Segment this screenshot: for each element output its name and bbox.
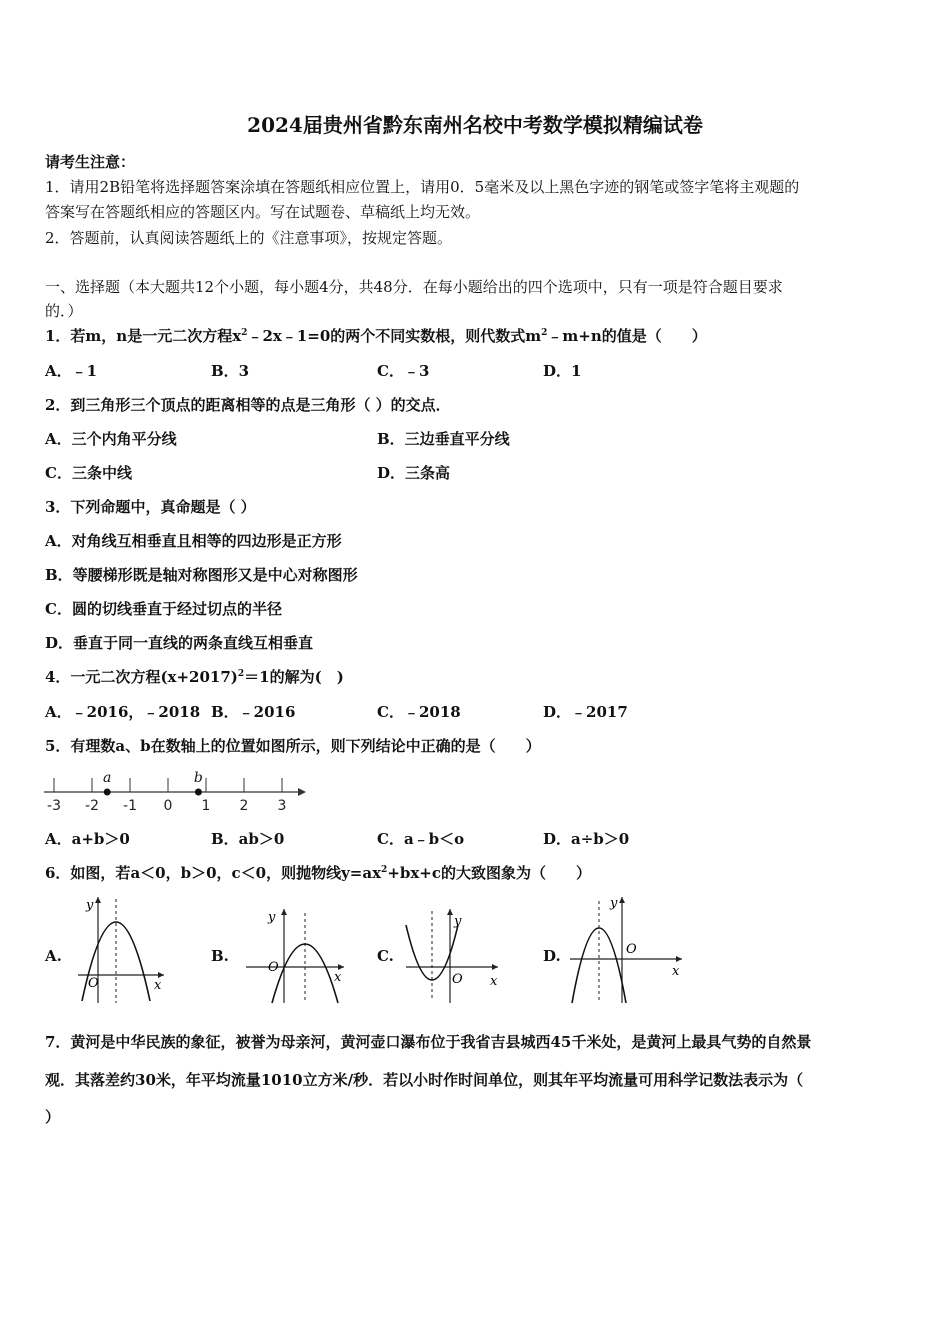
q1-option-d: D．1 (543, 362, 582, 380)
q4-option-c: C．﹣2018 (377, 703, 461, 721)
q4-option-a: A．﹣2016，﹣2018 (45, 703, 201, 721)
notice-heading: 请考生注意： (45, 153, 136, 171)
number-line-tick-label: -1 (123, 798, 137, 814)
parabola-graph-b (240, 905, 350, 1005)
q3-option-b: B．等腰梯形既是轴对称图形又是中心对称图形 (45, 566, 358, 584)
number-line-tick-label: -3 (47, 798, 61, 814)
question-7-line-1: 7．黄河是中华民族的象征，被誉为母亲河，黄河壶口瀑布位于我省吉县城西45千米处，是黄河上最具气势的自然景 (45, 1033, 812, 1051)
number-line-arrow (298, 788, 306, 796)
point-a-label: a (103, 770, 112, 786)
graph-a-y-label: y (86, 898, 94, 913)
question-6-stem: 6．如图，若a＜0，b＞0，c＜0，则抛物线$y=ax^2+bx+c$的大致图象为（ ） (45, 864, 592, 882)
q3-option-c: C．圆的切线垂直于经过切点的半径 (45, 600, 282, 618)
question-5-stem: 5．有理数a、b在数轴上的位置如图所示，则下列结论中正确的是（ ） (45, 737, 541, 755)
question-1-stem: 1．若m，n是一元二次方程$x^2﹣2x﹣1=0$的两个不同实数根，则代数式$m^2﹣m+n$的值是（ ） (45, 327, 707, 345)
number-line-tick-label: 1 (201, 798, 211, 814)
question-3-stem: 3．下列命题中，真命题是（ ） (45, 498, 256, 516)
point-b-label: b (193, 770, 203, 786)
parabola-graph-c (402, 905, 502, 1005)
graph-c-y-label: y (454, 914, 462, 929)
graph-b-origin-label: O (268, 960, 279, 975)
q3-option-d: D．垂直于同一直线的两条直线互相垂直 (45, 634, 314, 652)
section-heading-cont: 的．） (45, 302, 83, 320)
q3-option-a: A．对角线互相垂直且相等的四边形是正方形 (45, 532, 342, 550)
graph-d-origin-label: O (626, 942, 637, 957)
q4-option-d: D．﹣2017 (543, 703, 628, 721)
question-7-line-3: ） (45, 1108, 61, 1126)
notice-line-1b: 答案写在答题纸相应的答题区内。写在试题卷、草稿纸上均无效。 (45, 203, 481, 221)
number-line-figure (40, 766, 310, 816)
q1-option-b: B．3 (211, 362, 250, 380)
question-7-line-2: 观．其落差约30米，年平均流量1010立方米/秒．若以小时作时间单位，则其年平均流量可用科学记数法表示为（ (45, 1071, 804, 1089)
q6-option-c-label: C. (377, 947, 394, 965)
q2-option-d: D．三条高 (377, 464, 451, 482)
graph-a-origin-label: O (88, 976, 99, 991)
graph-b-x-label: x (334, 970, 342, 985)
q2-option-a: A．三个内角平分线 (45, 430, 177, 448)
q5-option-c: C．a﹣b＜o (377, 830, 465, 848)
number-line-tick-label: 3 (277, 798, 287, 814)
question-2-stem: 2．到三角形三个顶点的距离相等的点是三角形（ ）的交点． (45, 396, 451, 414)
graph-d-x-label: x (672, 964, 680, 979)
q2-option-c: C．三条中线 (45, 464, 132, 482)
page-title: 2024届贵州省黔东南州名校中考数学模拟精编试卷 (247, 113, 703, 137)
number-line-tick-label: 2 (239, 798, 249, 814)
graph-d-y-label: y (610, 896, 618, 911)
q6-option-d-label: D. (543, 947, 561, 965)
graph-a-x-label: x (154, 978, 162, 993)
notice-line-1a: 1．请用2B铅笔将选择题答案涂填在答题纸相应位置上，请用0．5毫米及以上黑色字迹的钢笔或签字笔将主观题的 (45, 178, 800, 196)
q4-option-b: B．﹣2016 (211, 703, 296, 721)
q5-option-b: B．ab＞0 (211, 830, 285, 848)
notice-line-2: 2．答题前，认真阅读答题纸上的《注意事项》，按规定答题。 (45, 229, 453, 247)
q1-option-a: A．﹣1 (45, 362, 98, 380)
number-line-tick-label: 0 (163, 798, 173, 814)
graph-b-y-label: y (268, 910, 276, 925)
graph-c-x-label: x (490, 974, 498, 989)
q5-option-d: D．a÷b＞0 (543, 830, 630, 848)
graph-c-origin-label: O (452, 972, 463, 987)
q5-option-a: A．a+b＞0 (45, 830, 130, 848)
point-b-marker (195, 789, 202, 796)
section-heading: 一、选择题（本大题共12个小题，每小题4分，共48分．在每小题给出的四个选项中，只有一项是符合题目要求 (45, 278, 783, 296)
parabola-graph-d (566, 893, 686, 1005)
q2-option-b: B．三边垂直平分线 (377, 430, 510, 448)
parabola-graph-a (68, 893, 168, 1005)
q1-option-c: C．﹣3 (377, 362, 430, 380)
question-4-stem: 4．一元二次方程$(x+2017)^2=1$的解为( ) (45, 668, 344, 686)
number-line-tick-label: -2 (85, 798, 99, 814)
q6-option-a-label: A. (45, 947, 62, 965)
point-a-marker (104, 789, 111, 796)
q6-option-b-label: B. (211, 947, 229, 965)
